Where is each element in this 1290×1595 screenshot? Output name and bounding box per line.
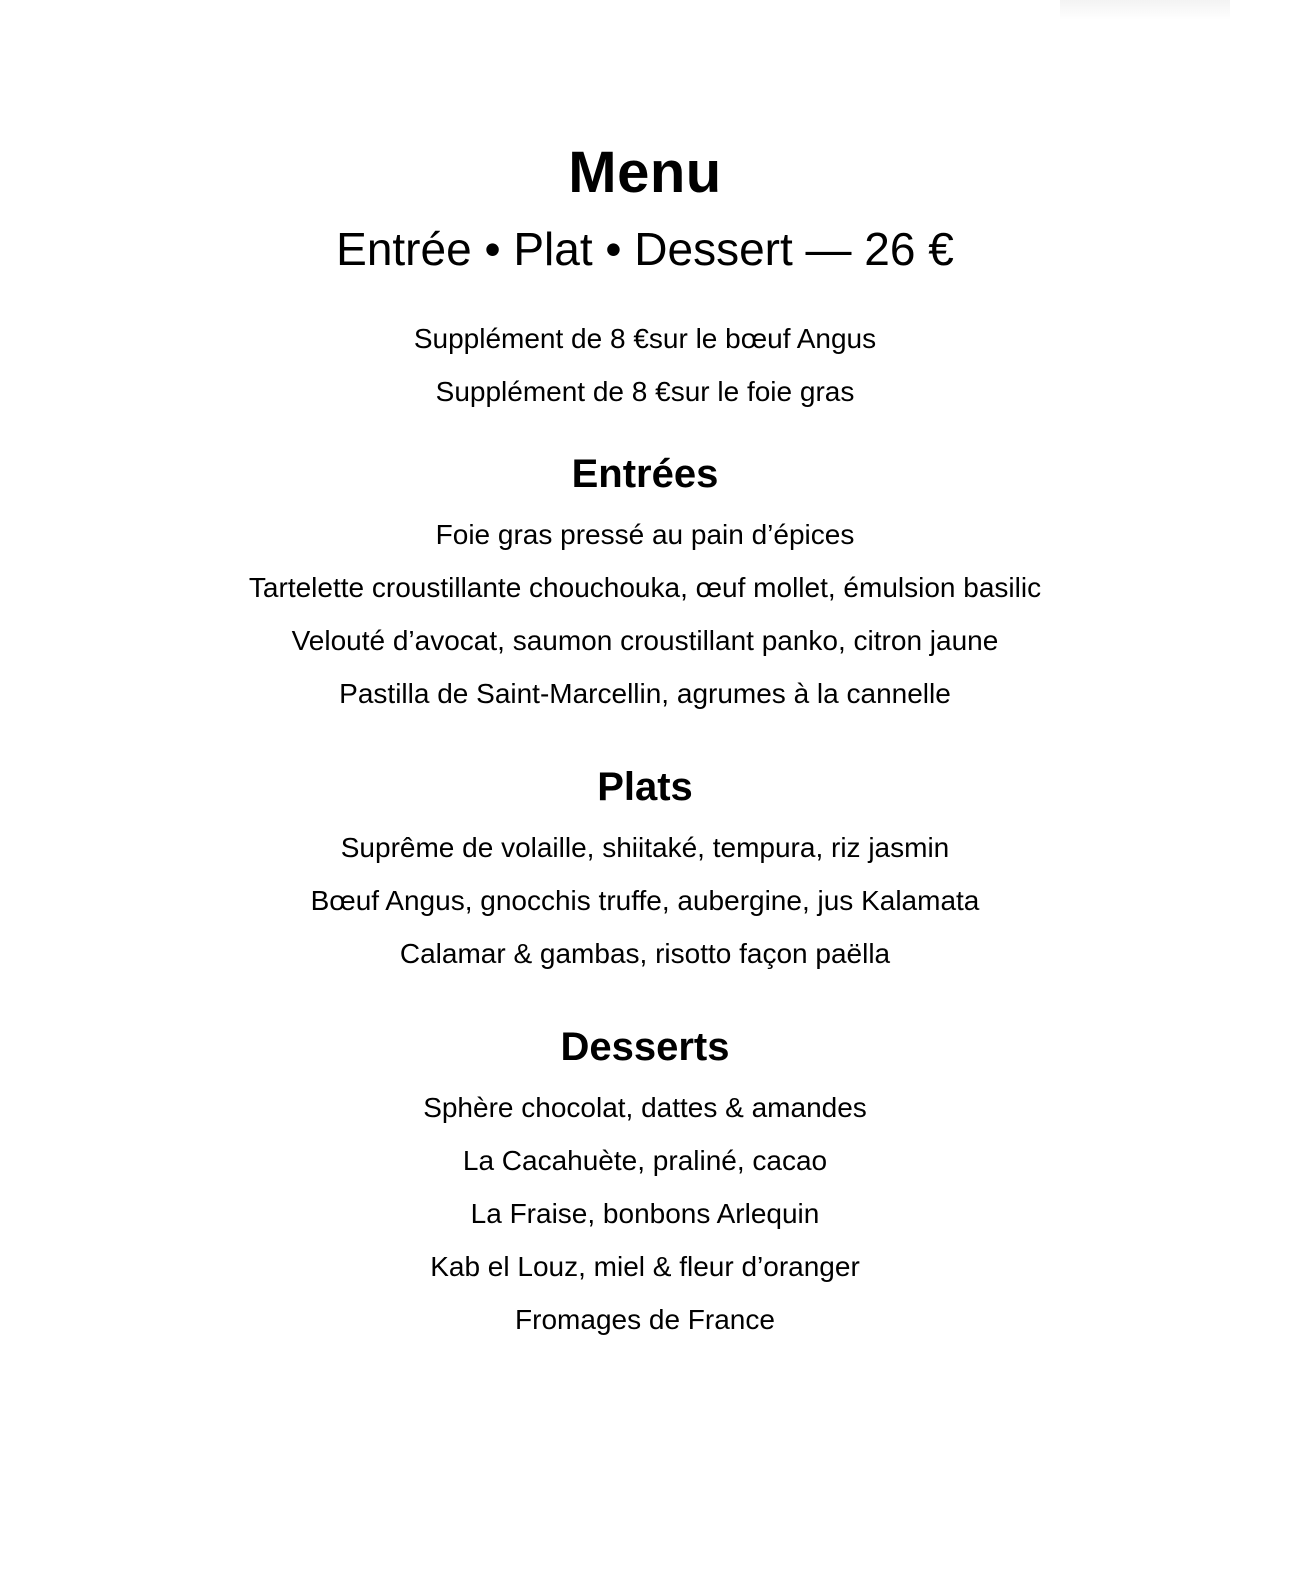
section-heading-desserts: Desserts bbox=[560, 1025, 730, 1069]
supplement-item: Supplément de 8 €sur le foie gras bbox=[435, 376, 855, 407]
plats-list bbox=[0, 821, 1290, 980]
list-item: La Fraise, bonbons Arlequin bbox=[470, 1198, 820, 1229]
section-entrees bbox=[0, 450, 1290, 720]
list-item: Fromages de France bbox=[515, 1304, 775, 1335]
desserts-list bbox=[0, 1081, 1290, 1346]
list-item: Tartelette croustillante chouchouka, œuf mollet, émulsion basilic bbox=[248, 572, 1042, 603]
section-plats bbox=[0, 763, 1290, 980]
list-item: Kab el Louz, miel & fleur d’oranger bbox=[430, 1251, 860, 1282]
list-item: Foie gras pressé au pain d’épices bbox=[435, 519, 855, 550]
menu-title: Menu bbox=[568, 140, 722, 205]
supplement-item: Supplément de 8 €sur le bœuf Angus bbox=[413, 323, 877, 354]
list-item: La Cacahuète, praliné, cacao bbox=[462, 1145, 828, 1176]
list-item: Pastilla de Saint-Marcellin, agrumes à la cannelle bbox=[339, 678, 951, 709]
list-item: Calamar & gambas, risotto façon paëlla bbox=[399, 938, 891, 969]
section-heading-entrees: Entrées bbox=[571, 452, 719, 496]
section-heading-plats: Plats bbox=[597, 765, 693, 809]
entrees-list bbox=[0, 508, 1290, 720]
page-corner-shadow bbox=[1060, 0, 1230, 20]
supplements-list bbox=[0, 312, 1290, 418]
list-item: Velouté d’avocat, saumon croustillant panko, citron jaune bbox=[291, 625, 999, 656]
menu-formula-price: Entrée • Plat • Dessert — 26 € bbox=[336, 223, 954, 275]
section-desserts bbox=[0, 1023, 1290, 1346]
list-item: Sphère chocolat, dattes & amandes bbox=[423, 1092, 867, 1123]
list-item: Bœuf Angus, gnocchis truffe, aubergine, jus Kalamata bbox=[310, 885, 980, 916]
list-item: Suprême de volaille, shiitaké, tempura, riz jasmin bbox=[340, 832, 950, 863]
